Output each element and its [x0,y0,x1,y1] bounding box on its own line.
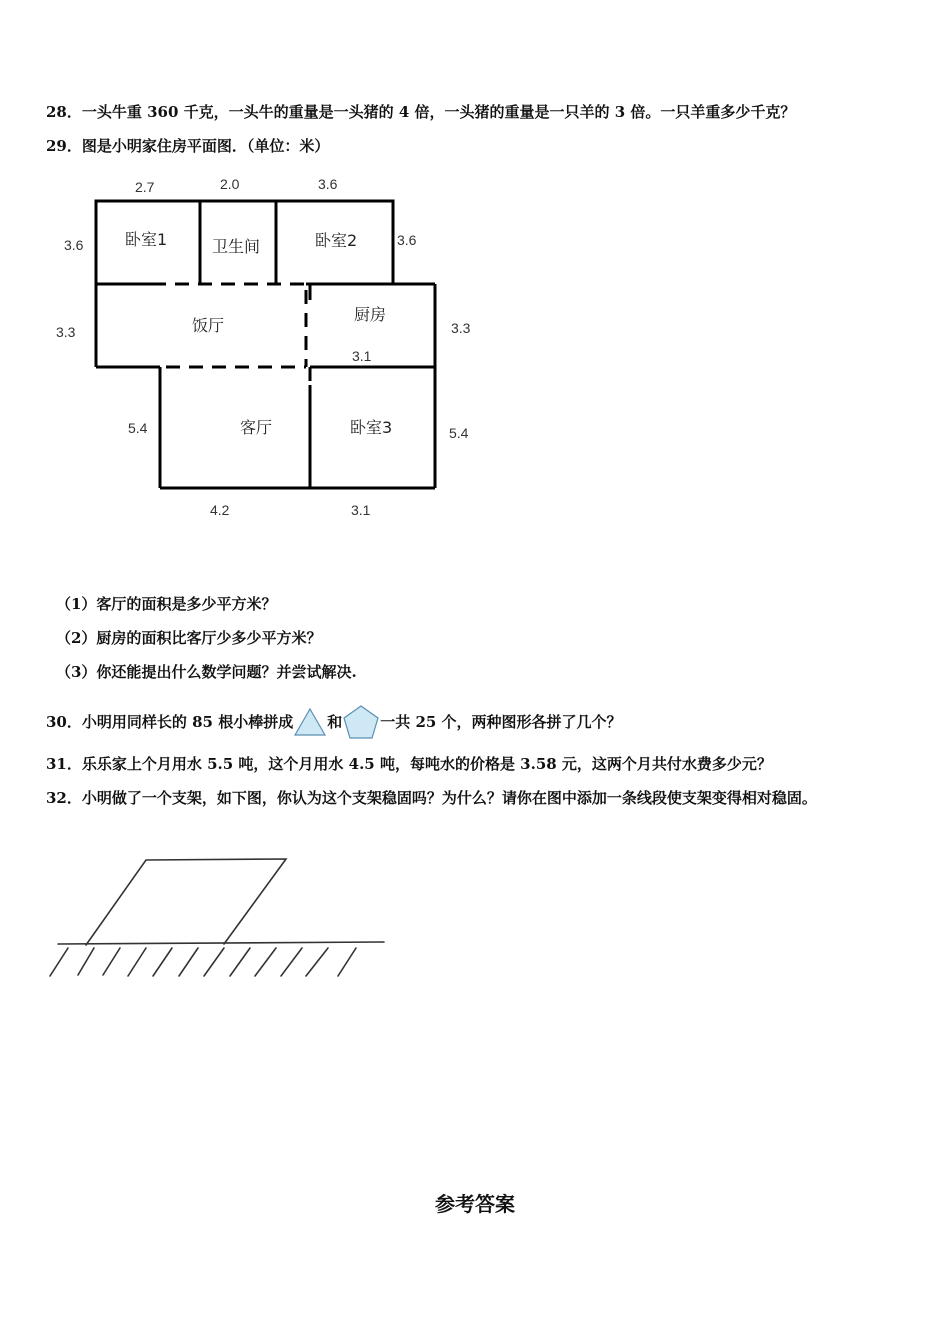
triangle-icon [293,707,327,737]
dim-right-top: 3.6 [397,232,417,248]
dim-top-a: 2.7 [135,179,155,195]
dim-top-b: 2.0 [220,176,240,192]
room-bedroom3: 卧室3 [350,418,393,437]
question-29-sub-1: （1）客厅的面积是多少平方米？ [56,595,277,613]
dim-top-c: 3.6 [318,176,338,192]
bracket-frame [86,859,286,945]
room-living: 客厅 [240,418,273,437]
pentagon-icon [342,704,380,740]
ground-hatching [50,948,356,976]
floor-plan-diagram [0,160,520,530]
question-30-part3: 一共 25 个，两种图形各拼了几个？ [380,713,622,731]
question-30-part2: 和 [327,713,343,731]
room-bedroom1: 卧室1 [125,230,168,249]
room-bathroom: 卫生间 [212,237,261,256]
room-bedroom2: 卧室2 [315,231,358,250]
question-30-part1: 30．小明用同样长的 85 根小棒拼成 [46,713,294,731]
dim-kitchen-bottom: 3.1 [352,348,372,364]
question-31: 31．乐乐家上个月用水 5.5 吨，这个月用水 4.5 吨，每吨水的价格是 3.58 元，这两个月共付水费多少元？ [46,755,772,773]
dim-bottom-a: 4.2 [210,502,230,518]
room-dining: 饭厅 [192,316,225,335]
question-29-sub-3: （3）你还能提出什么数学问题？并尝试解决. [56,663,357,681]
question-32: 32．小明做了一个支架，如下图，你认为这个支架稳固吗？为什么？请你在图中添加一条线段使支架变得相对稳固。 [46,789,817,807]
question-29-sub-2: （2）厨房的面积比客厅少多少平方米？ [56,629,322,647]
dim-bottom-b: 3.1 [351,502,371,518]
question-30 [46,704,622,740]
room-kitchen: 厨房 [354,305,387,324]
dim-left-low: 5.4 [128,420,148,436]
dim-left-mid: 3.3 [56,324,76,340]
ground-line [58,942,384,944]
question-29: 29．图是小明家住房平面图．（单位：米） [46,137,330,155]
dim-left-top: 3.6 [64,237,84,253]
question-28: 28．一头牛重 360 千克，一头牛的重量是一头猪的 4 倍，一头猪的重量是一只羊的 3 倍。一只羊重多少千克？ [46,103,796,121]
dim-right-low: 5.4 [449,425,469,441]
dim-right-mid: 3.3 [451,320,471,336]
answers-heading: 参考答案 [435,1192,515,1216]
bracket-sketch [0,840,420,990]
